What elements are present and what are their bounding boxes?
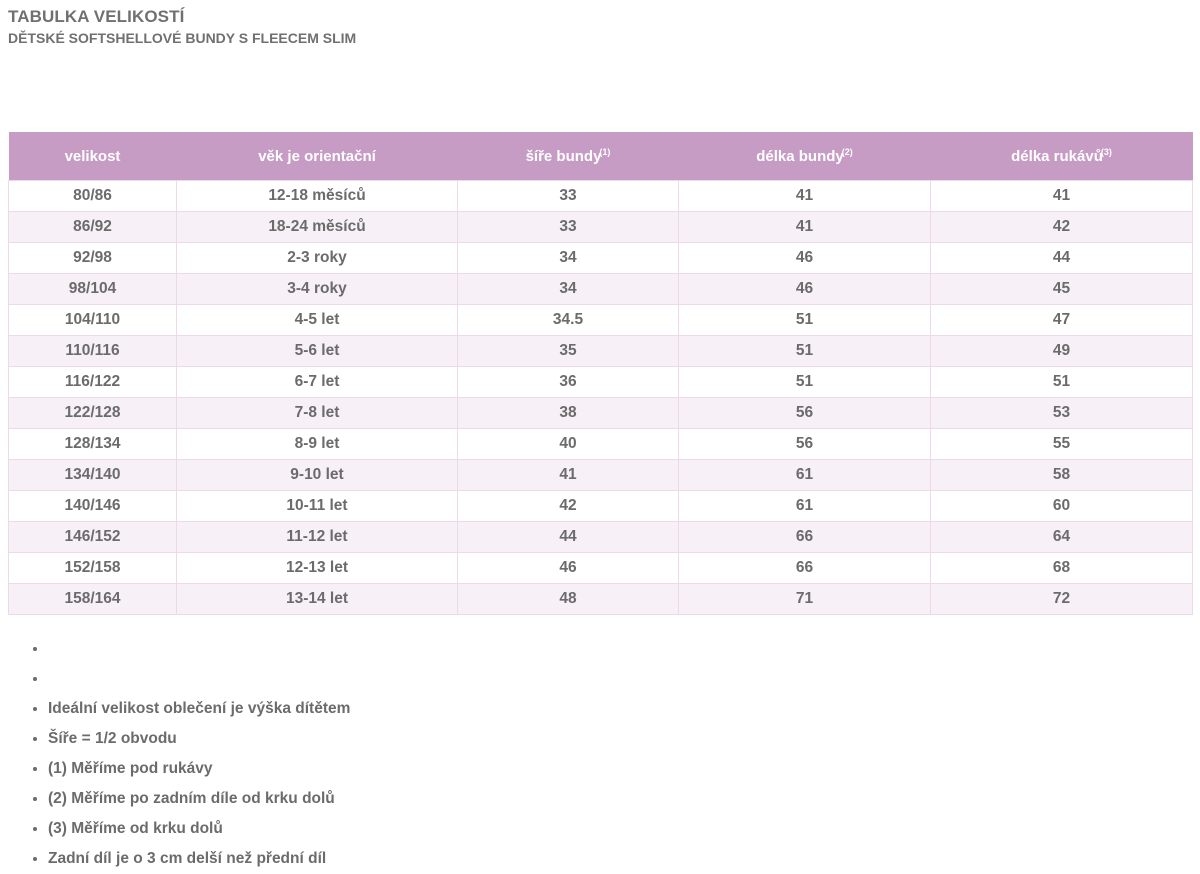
cell-size: 98/104 [9, 274, 177, 305]
cell-length: 66 [679, 553, 931, 584]
cell-sleeve: 55 [931, 429, 1193, 460]
table-row [9, 305, 1193, 336]
table-row [9, 460, 1193, 491]
column-header-width [458, 132, 679, 181]
note-item: • Ideální velikost oblečení je výška dítětem [48, 694, 350, 724]
cell-width: 40 [458, 429, 679, 460]
table-row [9, 274, 1193, 305]
cell-size: 122/128 [9, 398, 177, 429]
cell-size: 104/110 [9, 305, 177, 336]
note-item: • (2) Měříme po zadním díle od krku dolů [48, 784, 350, 814]
cell-length: 41 [679, 212, 931, 243]
cell-width: 33 [458, 212, 679, 243]
cell-length: 41 [679, 181, 931, 212]
cell-size: 110/116 [9, 336, 177, 367]
column-header-length [679, 132, 931, 181]
notes-list [0, 634, 350, 874]
column-label: věk je orientační [258, 147, 376, 165]
cell-size: 128/134 [9, 429, 177, 460]
cell-width: 33 [458, 181, 679, 212]
cell-age: 9-10 let [177, 460, 458, 491]
size-table [8, 132, 1193, 615]
cell-width: 42 [458, 491, 679, 522]
cell-width: 44 [458, 522, 679, 553]
cell-age: 11-12 let [177, 522, 458, 553]
table-row [9, 553, 1193, 584]
note-item [48, 634, 350, 664]
cell-length: 51 [679, 367, 931, 398]
cell-sleeve: 41 [931, 181, 1193, 212]
cell-sleeve: 53 [931, 398, 1193, 429]
cell-sleeve: 42 [931, 212, 1193, 243]
table-row [9, 336, 1193, 367]
table-row [9, 522, 1193, 553]
cell-sleeve: 72 [931, 584, 1193, 615]
cell-sleeve: 51 [931, 367, 1193, 398]
cell-sleeve: 44 [931, 243, 1193, 274]
cell-width: 36 [458, 367, 679, 398]
cell-sleeve: 58 [931, 460, 1193, 491]
column-header-size [9, 132, 177, 181]
cell-age: 8-9 let [177, 429, 458, 460]
cell-size: 92/98 [9, 243, 177, 274]
page-subtitle: DĚTSKÉ SOFTSHELLOVÉ BUNDY S FLEECEM SLIM [8, 30, 357, 46]
cell-length: 71 [679, 584, 931, 615]
cell-length: 61 [679, 491, 931, 522]
column-label: délka rukávů [1011, 148, 1103, 165]
page-title: TABULKA VELIKOSTÍ [8, 7, 185, 26]
cell-age: 2-3 roky [177, 243, 458, 274]
table-row [9, 584, 1193, 615]
note-item [48, 664, 350, 694]
table-row [9, 181, 1193, 212]
cell-sleeve: 68 [931, 553, 1193, 584]
note-item: • (3) Měříme od krku dolů [48, 814, 350, 844]
cell-width: 46 [458, 553, 679, 584]
footnote-mark: (3) [1100, 147, 1112, 157]
cell-size: 116/122 [9, 367, 177, 398]
table-row [9, 367, 1193, 398]
cell-length: 61 [679, 460, 931, 491]
cell-size: 80/86 [9, 181, 177, 212]
cell-size: 86/92 [9, 212, 177, 243]
cell-age: 7-8 let [177, 398, 458, 429]
cell-age: 6-7 let [177, 367, 458, 398]
table-row [9, 398, 1193, 429]
cell-width: 41 [458, 460, 679, 491]
cell-age: 12-13 let [177, 553, 458, 584]
cell-age: 4-5 let [177, 305, 458, 336]
footnote-mark: (1) [599, 147, 611, 157]
column-header-sleeve [931, 132, 1193, 181]
cell-width: 34 [458, 274, 679, 305]
note-item: • (1) Měříme pod rukávy [48, 754, 350, 784]
cell-size: 134/140 [9, 460, 177, 491]
cell-width: 48 [458, 584, 679, 615]
cell-age: 5-6 let [177, 336, 458, 367]
cell-length: 66 [679, 522, 931, 553]
column-header-age [177, 132, 458, 181]
cell-sleeve: 64 [931, 522, 1193, 553]
table-row [9, 429, 1193, 460]
cell-width: 38 [458, 398, 679, 429]
cell-length: 46 [679, 243, 931, 274]
cell-length: 56 [679, 429, 931, 460]
table-header-row [9, 132, 1193, 181]
cell-length: 56 [679, 398, 931, 429]
cell-size: 146/152 [9, 522, 177, 553]
cell-age: 13-14 let [177, 584, 458, 615]
column-label: šíře bundy [525, 148, 602, 165]
cell-sleeve: 47 [931, 305, 1193, 336]
footnote-mark: (2) [841, 147, 853, 157]
cell-sleeve: 45 [931, 274, 1193, 305]
table-row [9, 212, 1193, 243]
cell-size: 140/146 [9, 491, 177, 522]
table-body [9, 181, 1193, 615]
cell-age: 10-11 let [177, 491, 458, 522]
cell-sleeve: 49 [931, 336, 1193, 367]
cell-sleeve: 60 [931, 491, 1193, 522]
cell-length: 46 [679, 274, 931, 305]
column-label: délka bundy [756, 148, 844, 165]
cell-size: 158/164 [9, 584, 177, 615]
cell-age: 3-4 roky [177, 274, 458, 305]
column-label: velikost [64, 147, 121, 165]
cell-width: 34.5 [458, 305, 679, 336]
cell-width: 34 [458, 243, 679, 274]
cell-size: 152/158 [9, 553, 177, 584]
note-item: • Šíře = 1/2 obvodu [48, 724, 350, 754]
cell-length: 51 [679, 336, 931, 367]
cell-length: 51 [679, 305, 931, 336]
table-row [9, 491, 1193, 522]
cell-age: 12-18 měsíců [177, 181, 458, 212]
cell-age: 18-24 měsíců [177, 212, 458, 243]
table-row [9, 243, 1193, 274]
cell-width: 35 [458, 336, 679, 367]
note-item: • Zadní díl je o 3 cm delší než přední díl [48, 844, 350, 874]
